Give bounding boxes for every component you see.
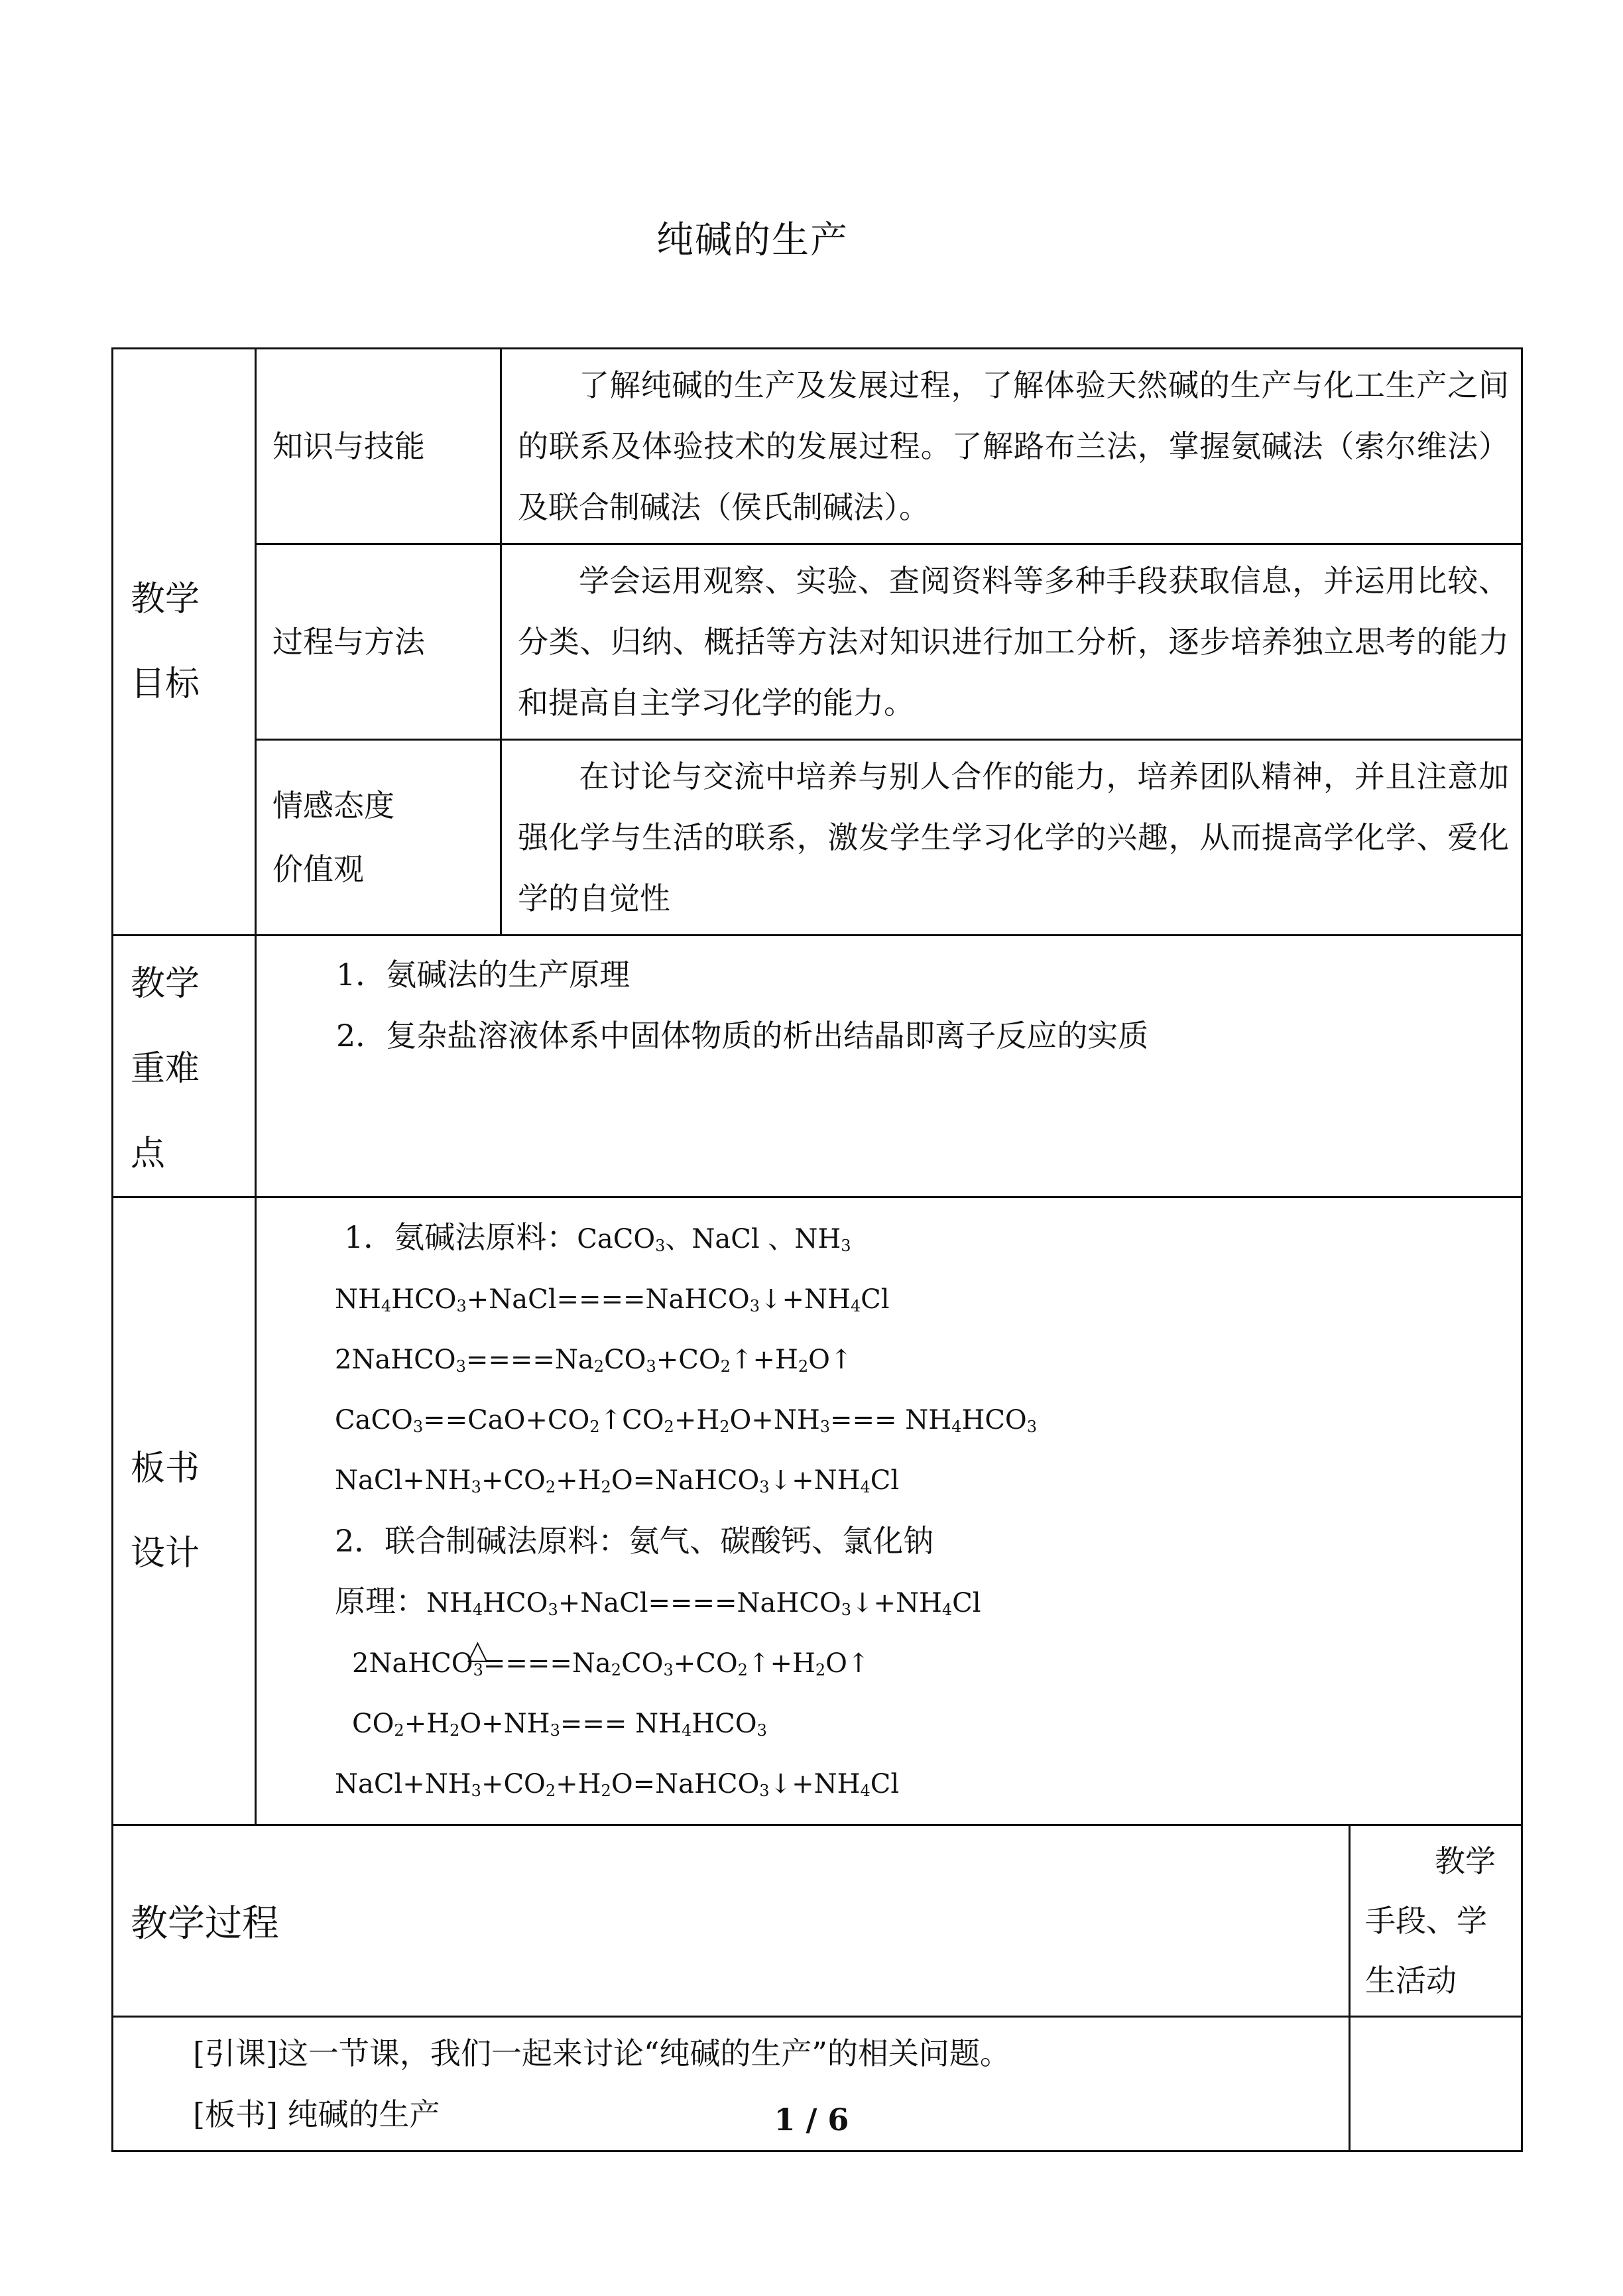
equation: $NaCl+NH_3+CO_2+H_2O=NaHCO_3↓+NH_4Cl$ bbox=[335, 1465, 900, 1496]
principle-line: 原理：$NH_4HCO_3+NaCl====NaHCO_3↓+NH_4Cl$ bbox=[335, 1583, 981, 1619]
board-design-content bbox=[256, 1197, 1522, 1825]
combined-method-heading: 2．联合制碱法原料：氨气、碳酸钙、氯化钠 bbox=[335, 1523, 934, 1559]
objective-row bbox=[113, 349, 1522, 544]
objective-name: 过程与方法 bbox=[256, 544, 501, 740]
objective-text: 学会运用观察、实验、查阅资料等多种手段获取信息，并运用比较、分类、归纳、概括等方法对知识进行加工分析，逐步培养独立思考的能力和提高自主学习化学的能力。 bbox=[501, 544, 1522, 740]
equation: $NaCl+NH_3+CO_2+H_2O=NaHCO_3↓+NH_4Cl$ bbox=[335, 1769, 900, 1800]
objectives-label: 教学 目标 bbox=[113, 349, 256, 936]
board-design-row bbox=[113, 1197, 1522, 1825]
intro-line: [引课]这一节课，我们一起来讨论“纯碱的生产”的相关问题。 bbox=[193, 2035, 1010, 2071]
page-indicator: 1 / 6 bbox=[774, 2102, 849, 2138]
equation: $2NaHCO_3====Na_2CO_3+CO_2↑+H_2O↑$ bbox=[352, 1648, 870, 1679]
objective-text: 在讨论与交流中培养与别人合作的能力，培养团队精神，并且注意加强化学与生活的联系，激发学生学习化学的兴趣，从而提高学化学、爱化学的自觉性 bbox=[501, 740, 1522, 936]
equation: $NH_4HCO_3+NaCl====NaHCO_3↓+NH_4Cl$ bbox=[335, 1284, 890, 1315]
equation: $CO_2+H_2O+NH_3=== NH_4HCO_3$ bbox=[352, 1709, 767, 1740]
page-title: 纯碱的生产 bbox=[656, 219, 849, 262]
equation: $CaCO_3==CaO+CO_2↑CO_2+H_2O+NH_3=== NH_4HCO_3$ bbox=[335, 1405, 1037, 1436]
list-item: 2．复杂盐溶液体系中固体物质的析出结晶即离子反应的实质 bbox=[336, 1018, 1149, 1054]
objective-row bbox=[113, 740, 1522, 936]
objective-row bbox=[113, 544, 1522, 740]
lesson-plan-table bbox=[111, 347, 1523, 2152]
heat-symbol: △ bbox=[467, 1635, 488, 1665]
equation: $2NaHCO_3====Na_2CO_3+CO_2↑+H_2O↑$ bbox=[335, 1345, 853, 1376]
board-line: [板书] 纯碱的生产 bbox=[193, 2096, 440, 2132]
key-points-label: 教学 重难 点 bbox=[113, 936, 256, 1197]
process-header-row bbox=[113, 1825, 1522, 2017]
board-design-label: 板书 设计 bbox=[113, 1197, 256, 1825]
key-points-list bbox=[256, 936, 1522, 1197]
key-points-row bbox=[113, 936, 1522, 1197]
means-activities-header: 教学 手段、学 生活动 bbox=[1350, 1825, 1522, 2017]
objective-name: 情感态度 价值观 bbox=[256, 740, 501, 936]
objective-name: 知识与技能 bbox=[256, 349, 501, 544]
raw-materials-line: 1．氨碱法原料：CaCO$_3$、NaCl 、$NH_3$ bbox=[344, 1219, 851, 1255]
objective-text: 了解纯碱的生产及发展过程，了解体验天然碱的生产与化工生产之间的联系及体验技术的发展过程。了解路布兰法，掌握氨碱法（索尔维法）及联合制碱法（侯氏制碱法）。 bbox=[501, 349, 1522, 544]
process-heading: 教学过程 bbox=[113, 1825, 1350, 2017]
list-item: 1．氨碱法的生产原理 bbox=[336, 957, 631, 993]
